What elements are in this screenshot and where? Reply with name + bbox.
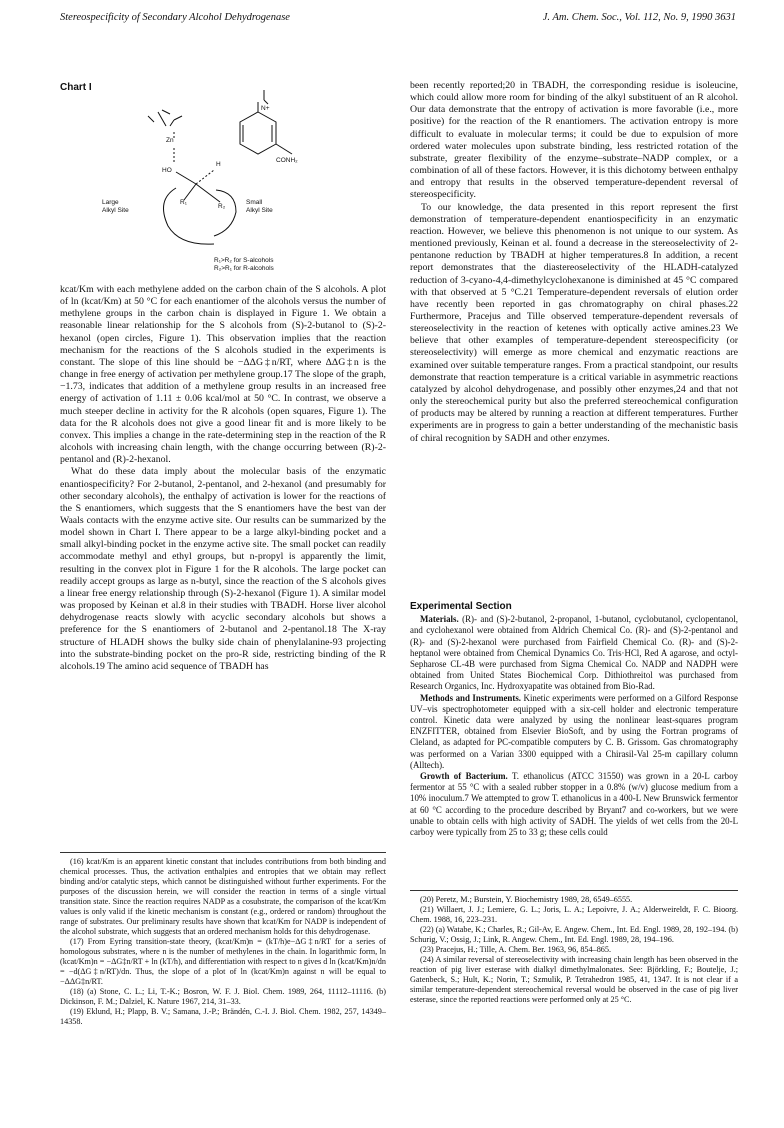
footnote-22: (22) (a) Watabe, K.; Charles, R.; Gil-Av, E. Angew. Chem., Int. Ed. Engl. 1989, 28, 192–194. (b) Schurig, V.; Ossig, J.; Link, R. Angew. Chem., Int. Ed. Engl. 1989, 28, 194–196. [410, 925, 738, 944]
footnote-20: (20) Peretz, M.; Burstein, Y. Biochemistry 1989, 28, 6549–6555. [420, 895, 633, 904]
r2-label: R₂ [218, 203, 226, 210]
footnote-23: (23) Pracejus, H.; Tille, A. Chem. Ber. 1963, 96, 854–865. [420, 945, 612, 954]
chart-label: Chart I [60, 82, 92, 93]
n-plus-label: N+ [261, 105, 270, 112]
conh2-label: CONH₂ [276, 157, 298, 164]
chart-legend-line1: R₁>R₂ for S-alcohols [214, 257, 274, 264]
zn-label: Zn [166, 137, 174, 144]
running-head-title: Stereospecificity of Secondary Alcohol Dehydrogenase [60, 12, 290, 23]
running-head-journal: J. Am. Chem. Soc., Vol. 112, No. 9, 1990 3631 [542, 12, 736, 23]
footnote-24: (24) A similar reversal of stereoselectivity with increasing chain length has been observed in the reaction of pig liver esterase with dialkyl dimethylmalonates. See: Björkling, F.; Boutelje, J.; Gatenbeck, S.; Hult, K.; Norin, T.; Szmulik, P. Tetrahedron 1985, 41, 1347. It is not clear if a similar temperature-dependent stereochemical reversal would be observed in the case of pig liver esterase, since the reported reactions were performed only at 25 °C. [410, 955, 738, 1004]
footnote-21: (21) Willaert, J. J.; Lemiere, G. L.; Joris, L. A.; Lepoivre, J. A.; Alderweireldt, F. C. Bioorg. Chem. 1988, 16, 223–231. [410, 905, 738, 924]
materials-paragraph [410, 614, 738, 692]
chart-i-diagram [96, 90, 306, 275]
large-site-label-line1: Large [102, 199, 119, 206]
left-paragraph-2: What do these data imply about the molecular basis of the enzymatic enantiospecificity? For 2-butanol, 2-pentanol, and 2-hexanol (and presumably for other secondary alcohols), the enthalpy of activation is lower for the reactions of the S enantiomers, which suggests that the S enantiomers have the best van der Waals contacts with the enzyme active site. Our results can be summarized by the model shown in Chart I. There appear to be a large alkyl-binding pocket and a small alkyl-binding pocket in the enzyme active site. The small pocket can readily accommodate methyl and ethyl groups, but n-propyl is apparently the limit, resulting in the convex plot in Figure 1 for the R alcohols. The large pocket can readily accept groups as large as n-butyl, since the reaction of the S alcohols gives a linear free energy relationship through (S)-2-hexanol (Figure 1). A similar model was proposed by Keinan et al.8 in their studies with TBADH. Horse liver alcohol dehydrogenase reacts slowly with acyclic secondary alcohols but shows a preference for the S enantiomers of 2-butanol and 2-pentanol.18 The X-ray structure of HLADH shows the bulky side chain of phenylalanine-93 projecting into the substrate-binding pocket on the pro-R side, restricting binding of the R alcohols.19 The amino acid sequence of TBADH has [60, 466, 386, 672]
footnote-rule-left [60, 852, 386, 853]
materials-text: (R)- and (S)-2-butanol, 2-propanol, 1-butanol, cyclobutanol, cyclopentanol, and cyclohexanol were obtained from Aldrich Chemical Co. (R)- and (S)-2-pentanol and (R)- and (S)-2-hexanol were purchased from Fairfield Chemical Co. (R)- and (S)-2-heptanol were obtained from Chemical Dynamics Co. Tris·HCl, Red A agarose, and octyl-Sepharose CL-4B were purchased from Sigma Chemical Co. NADP and NADPH were obtained from United States Biochemical Corp. Dithiothreitol was purchased from Research Organics, Inc. Hydroxyapatite was obtained from Bio-Rad. [410, 614, 738, 692]
chart-legend-line2: R₂>R₁ for R-alcohols [214, 265, 274, 272]
right-column-body [410, 80, 738, 445]
right-paragraph-2: To our knowledge, the data presented in this report represent the first demonstration of temperature-dependent enantiospecificity in an enzymatic reaction. However, we believe this phenomenon is not unique to our system. As mentioned previously, Keinan et al. found a decrease in the stereoselectivity of 2-pentanone reduction by TBADH at higher temperatures.8 In addition, a recent report demonstrates that the diastereoselectivity of the HLADH-catalyzed reduction of 3-cyano-4,4-dimethylcyclohexanone is diminished at 45 °C compared with that observed at 5 °C.21 Temperature-dependent reversals of elution order have recently been reported in gas chromatography on chiral phases.22 Furthermore, Pracejus and Tille observed temperature-dependent reversals of stereoselectivity in the reaction of ketenes with optically active amines.23 We believe that other examples of temperature-dependent stereospecificity (or stereoselectivity) will emerge as more chemical and enzymatic reactions are examined over suitable temperature ranges. From a practical standpoint, our results demonstrate that reaction temperature is a critical variable in asymmetric reactions catalyzed by alcohol dehydrogenase, and possibly other enzymes,24 and that not only the stereochemical purity but also the preferred stereochemical configuration of products may be altered by running a reaction at different temperatures. Further experiments are in progress to gain a better understanding of the mechanistic basis of chiral recognition by SADH and other enzymes. [410, 201, 738, 444]
growth-heading: Growth of Bacterium. [420, 771, 508, 782]
small-site-label-line2: Alkyl Site [246, 207, 273, 214]
right-paragraph-1: been recently reported;20 in TBADH, the corresponding residue is isoleucine, which could allow more room for binding of the alkyl substituent of an R alcohol. Our data demonstrate that the entropy of activation is more favorable (i.e., more positive) for the reaction of the R enantiomers. The activation entropy is more difficult to evaluate in molecular terms; it could be due to expulsion of more ordered water molecules upon substrate binding, less restricted rotation of the substrate, greater flexibility of the enzyme–substrate–NADP complex, or a combination of all of these factors. However, it is this dichotomy between enthalpy and entropy that results in the observed temperature-dependent reversal of stereospecificity. [410, 80, 738, 201]
ho-label: HO [162, 167, 172, 174]
methods-heading: Methods and Instruments. [420, 692, 521, 703]
methods-paragraph [410, 693, 738, 771]
experimental-section-heading: Experimental Section [410, 601, 512, 612]
small-site-label-line1: Small [246, 199, 263, 206]
right-footnotes [410, 884, 738, 1005]
growth-paragraph [410, 771, 738, 838]
left-footnotes [60, 846, 386, 1027]
zinc-site [148, 110, 182, 162]
experimental-section [410, 595, 738, 838]
footnote-19: (19) Eklund, H.; Plapp, B. V.; Samana, J.-P.; Brändén, C.-I. J. Biol. Chem. 1982, 257, 14349–14358. [60, 1007, 386, 1026]
left-paragraph-1: kcat/Km with each methylene added on the carbon chain of the S alcohols. A plot of ln (kcat/Km) at 50 °C for each enantiomer of the alcohols versus the number of methylene groups in the carbon chain is displayed in Figure 1. We obtain a reasonable linear relationship for the S alcohols from (S)-2-butanol to (S)-2-hexanol (open circles, Figure 1). This observation implies that the reaction mechanism for the reactions of the S alcohols studied in the experiments is constant. The slope of this line should be −ΔΔG‡n/RT, where ΔΔG‡n is the change in free energy of activation per methylene group.17 The slope of the graph, −1.73, indicates that addition of a methylene group results in an increased free energy of activation of 1.11 ± 0.06 kcal/mol at 50 °C. In contrast, we observe a much steeper decline in activity for the R alcohols (open squares, Figure 1). The data for the R alcohols does not give a good linear fit and is more likely to be convex. This implies a change in the rate-determining step in the reaction of the R alcohols with increasing chain length, with the change occurring between (R)-2-pentanol and (R)-2-hexanol. [60, 284, 386, 466]
nicotinamide-ring [240, 90, 292, 154]
r1-label: R₁ [180, 199, 187, 206]
methods-text: Kinetic experiments were performed on a Gilford Response UV–vis spectrophotometer equipped with a six-cell holder and electronic temperature control. Kinetic data were analyzed by using the nonlinear least-squares program ENZFITTER, obtained from Elsevier BioSoft, and by using the Fortran programs of Cleland, as adapted for PC-compatible computers by C. B. Grissom. Gas chromatography was performed on a Varian 3300 equipped with a Chirasil-Val 25-m capillary column (Alltech). [410, 692, 738, 770]
materials-heading: Materials. [420, 614, 459, 625]
h-label: H [216, 161, 221, 168]
footnote-18: (18) (a) Stone, C. L.; Li, T.-K.; Bosron, W. F. J. Biol. Chem. 1989, 264, 11112–11116. (b) Dickinson, F. M.; Dalziel, K. Nature 1967, 214, 31–33. [60, 987, 386, 1006]
footnote-17: (17) From Eyring transition-state theory, (kcat/Km)n = (kT/h)e−ΔG‡n/RT for a series of homologous substrates, where n is the number of methylenes in the chain. In logarithmic form, ln (kcat/Km)n = −ΔG‡n/RT + ln (kT/h), and differentiation with respect to n gives d ln (kcat/Km)n/dn = −d(ΔG‡n/RT)/dn. Thus, the slope of a plot of ln (kcat/Km)n against n will be equal to −ΔΔG‡n/RT. [60, 937, 386, 986]
growth-text: T. ethanolicus (ATCC 31550) was grown in a 20-L carboy fermentor at 55 °C with a sealed rubber stopper in a 0.8% (w/v) glucose medium from a 10% inoculum.7 We attempted to grow T. ethanolicus in a 400-L New Brunswick fermentor at 60 °C according to the procedure described by Bryant7 and co-workers, but we were unable to obtain cells with high activity of SADH. The yields of wet cells from the 20-L carboy were typically from 25 to 33 g; these cells could [410, 771, 738, 838]
running-head [60, 12, 736, 28]
footnote-rule-right [410, 890, 738, 891]
large-site-label-line2: Alkyl Site [102, 207, 129, 214]
footnote-16: (16) kcat/Km is an apparent kinetic constant that includes contributions from both binding and chemical processes. Thus, the activation enthalpies and entropies that we obtain may reflect binding and/or catalytic steps, which cannot be distinguished without further experiments. For the purposes of the discussion herein, we will consider the reaction in terms of a single virtual transition state. Since the reaction requires NADP as a cosubstrate, the comparison of the kcat/Km values is only valid if the kinetic mechanism is constant (e.g., ordered or random) throughout the range of substrates. Our preliminary results have shown that kcat/Km for NADP is independent of the alcohol substrate, which suggests that an ordered mechanism holds for this dehydrogenase. [60, 857, 386, 936]
left-column-body [60, 284, 386, 673]
